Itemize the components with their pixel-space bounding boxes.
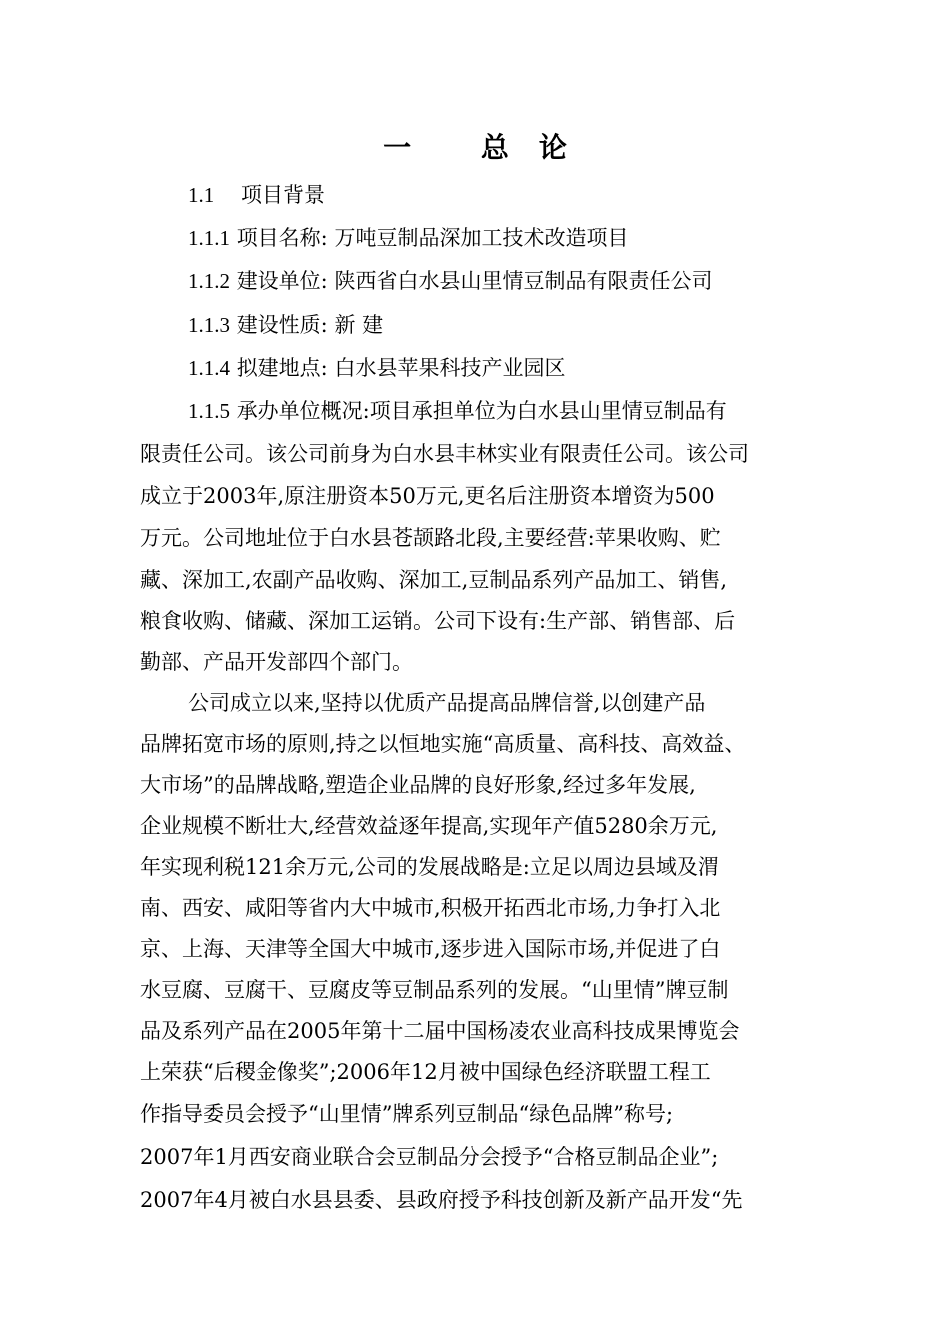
chapter-title: 一 总论 bbox=[383, 131, 597, 164]
item5-text: 承办单位概况:项目承担单位为白水县山里情豆制品有 bbox=[236, 399, 727, 423]
item-value: 万吨豆制品深加工技术改造项目 bbox=[334, 226, 629, 250]
item-number: 1.1.4 bbox=[188, 356, 230, 380]
paragraph2-line: 2007年4月被白水县县委、县政府授予科技创新及新产品开发“先 bbox=[140, 1188, 743, 1212]
item-label: 建设单位: bbox=[236, 269, 328, 293]
item-value: 陕西省白水县山里情豆制品有限责任公司 bbox=[334, 269, 713, 293]
item5-line: 限责任公司。该公司前身为白水县丰林实业有限责任公司。该公司 bbox=[140, 442, 749, 466]
paragraph2-line: 作指导委员会授予“山里情”牌系列豆制品“绿色品牌”称号; bbox=[140, 1102, 674, 1126]
item5-line: 成立于2003年,原注册资本50万元,更名后注册资本增资为500 bbox=[140, 484, 715, 508]
item-value: 白水县苹果科技产业园区 bbox=[334, 356, 566, 380]
item-number: 1.1.3 bbox=[188, 313, 230, 337]
item-label: 项目名称: bbox=[236, 226, 328, 250]
item5-line: 勤部、产品开发部四个部门。 bbox=[140, 650, 413, 674]
item-label: 拟建地点: bbox=[236, 356, 328, 380]
item-number: 1.1.2 bbox=[188, 269, 230, 293]
item-number: 1.1.5 bbox=[188, 399, 230, 423]
section-title: 项目背景 bbox=[240, 183, 325, 207]
paragraph2-line: 公司成立以来,坚持以优质产品提高品牌信誉,以创建产品 bbox=[188, 691, 706, 715]
item-construction-type bbox=[188, 310, 383, 340]
paragraph2-line: 水豆腐、豆腐干、豆腐皮等豆制品系列的发展。“山里情”牌豆制 bbox=[140, 978, 729, 1002]
item5-line: 藏、深加工,农副产品收购、深加工,豆制品系列产品加工、销售, bbox=[140, 568, 728, 592]
paragraph2-line: 大市场”的品牌战略,塑造企业品牌的良好形象,经过多年发展, bbox=[140, 773, 696, 797]
paragraph2-line: 2007年1月西安商业联合会豆制品分会授予“合格豆制品企业”; bbox=[140, 1145, 719, 1169]
section-number: 1.1 bbox=[188, 183, 215, 207]
paragraph2-line: 南、西安、咸阳等省内大中城市,积极开拓西北市场,力争打入北 bbox=[140, 896, 721, 920]
section-heading bbox=[188, 180, 325, 210]
paragraph2-line: 年实现利税121余万元,公司的发展战略是:立足以周边县域及渭 bbox=[140, 855, 719, 879]
paragraph2-line: 品及系列产品在2005年第十二届中国杨凌农业高科技成果博览会 bbox=[140, 1019, 740, 1043]
paragraph2-line: 品牌拓宽市场的原则,持之以恒地实施“高质量、高科技、高效益、 bbox=[140, 732, 746, 756]
item5-line bbox=[188, 396, 727, 426]
item-number: 1.1.1 bbox=[188, 226, 230, 250]
item-project-name bbox=[188, 223, 628, 253]
item5-line: 粮食收购、储藏、深加工运销。公司下设有:生产部、销售部、后 bbox=[140, 609, 736, 633]
paragraph2-line: 上荣获“后稷金像奖”;2006年12月被中国绿色经济联盟工程工 bbox=[140, 1060, 711, 1084]
item-location bbox=[188, 353, 565, 383]
item5-line: 万元。公司地址位于白水县苍颉路北段,主要经营:苹果收购、贮 bbox=[140, 526, 721, 550]
item-construction-unit bbox=[188, 266, 712, 296]
item-label: 建设性质: bbox=[236, 313, 328, 337]
paragraph2-line: 京、上海、天津等全国大中城市,逐步进入国际市场,并促进了白 bbox=[140, 937, 721, 961]
item-value: 新 建 bbox=[334, 313, 384, 337]
paragraph2-line: 企业规模不断壮大,经营效益逐年提高,实现年产值5280余万元, bbox=[140, 814, 718, 838]
